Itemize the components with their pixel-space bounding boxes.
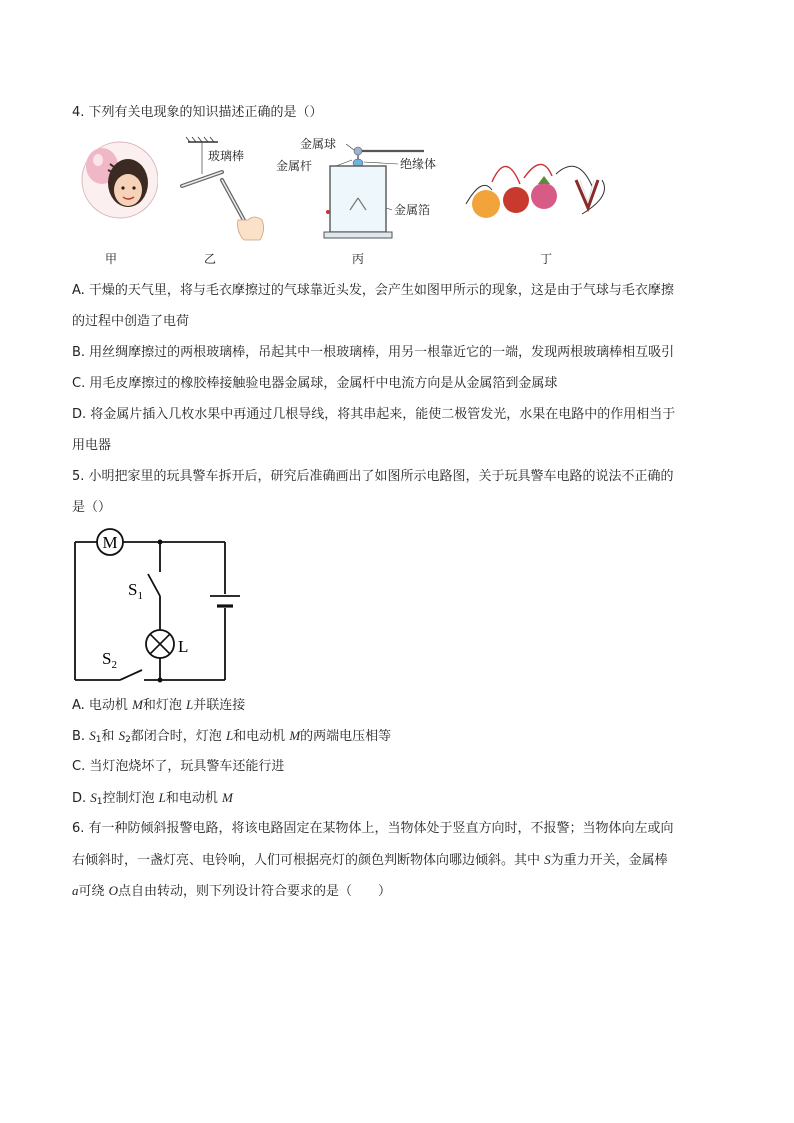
switch-s1-symbol	[148, 574, 160, 596]
q4-stem: 4. 下列有关电现象的知识描述正确的是（）	[72, 105, 323, 120]
figure-jia-balloon-girl	[78, 138, 158, 222]
q6-line2: 右倾斜时，一盏灯亮、电铃响，人们可根据亮灯的颜色判断物体向哪边倾斜。其中 S为重力开关，金属棒	[72, 852, 668, 868]
switch2-label: $S_2$	[102, 649, 117, 671]
figure-ding-fruit-battery	[452, 146, 618, 226]
figure-bing-electroscope	[276, 136, 446, 246]
q4-option-a-line2: 的过程中创造了电荷	[72, 314, 190, 329]
q4-option-c: C. 用毛皮摩擦过的橡胶棒接触验电器金属球，金属杆中电流方向是从金属箔到金属球	[72, 376, 558, 391]
label-insulator: 绝缘体	[400, 157, 437, 171]
motor-label: M	[102, 533, 118, 552]
caption-jia: 甲	[105, 252, 118, 266]
switch1-label: $S_1$	[128, 580, 143, 602]
lamp-label: L	[178, 637, 189, 656]
label-glass-rod: 玻璃棒	[208, 149, 245, 163]
q5-option-d: D. $S_1$控制灯泡 L和电动机 M	[72, 790, 233, 807]
switch-s2-symbol	[120, 670, 142, 680]
label-metal-ball: 金属球	[300, 137, 337, 151]
caption-yi: 乙	[204, 252, 217, 266]
q4-option-d-line2: 用电器	[72, 438, 112, 453]
caption-bing: 丙	[352, 252, 365, 266]
q4-option-a-line1: A. 干燥的天气里，将与毛衣摩擦过的气球靠近头发，会产生如图甲所示的现象，这是由于气球与毛衣摩擦	[72, 283, 674, 298]
q5-stem-line2: 是（）	[72, 500, 112, 515]
q5-option-c: C. 当灯泡烧坏了，玩具警车还能行进	[72, 759, 285, 774]
q5-option-b: B. $S_1$和 $S_2$都闭合时，灯泡 L和电动机 M的两端电压相等	[72, 728, 392, 745]
label-metal-rod: 金属杆	[276, 159, 313, 173]
q5-stem-line1: 5. 小明把家里的玩具警车拆开后，研究后准确画出了如图所示电路图，关于玩具警车电路的说法不正确的	[72, 469, 674, 484]
figure-yi-glass-rods	[178, 136, 278, 246]
q4-option-b: B. 用丝绸摩擦过的两根玻璃棒，吊起其中一根玻璃棒，用另一根靠近它的一端，发现两根玻璃棒相互吸引	[72, 345, 675, 360]
q6-line3: a可绕 O点自由转动，则下列设计符合要求的是（ ）	[72, 883, 392, 899]
q6-line1: 6. 有一种防倾斜报警电路，将该电路固定在某物体上，当物体处于竖直方向时，不报警；当物体向左或向	[72, 821, 674, 836]
q5-option-a: A. 电动机 M和灯泡 L并联连接	[72, 697, 246, 713]
q4-option-d-line1: D. 将金属片插入几枚水果中再通过几根导线，将其串起来，能使二极管发光，水果在电路中的作用相当于	[72, 407, 676, 422]
caption-ding: 丁	[540, 252, 553, 266]
circuit-diagram	[70, 526, 260, 686]
label-metal-foil: 金属箔	[394, 203, 431, 217]
